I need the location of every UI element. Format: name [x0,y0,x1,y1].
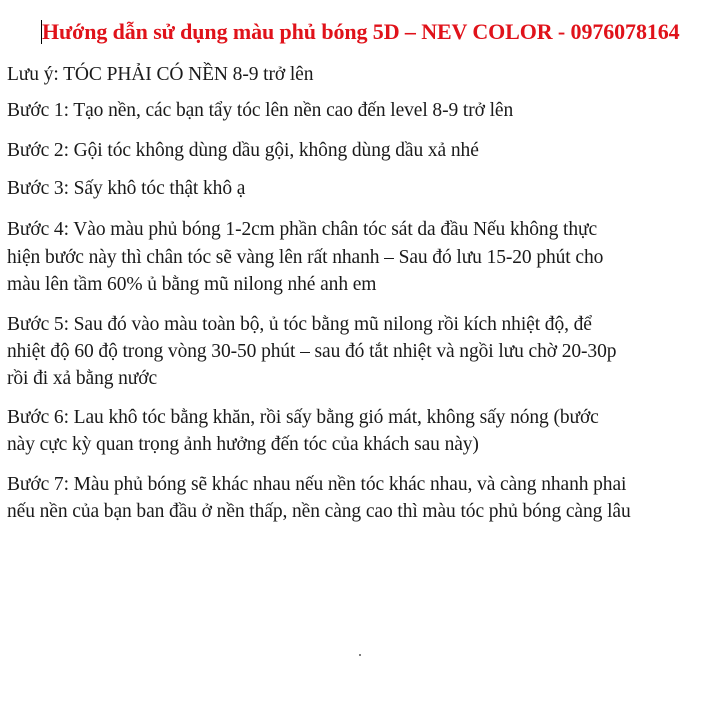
stray-dot [359,654,361,656]
step-2-line: Bước 2: Gội tóc không dùng dầu gội, không dùng dầu xả nhé [7,140,479,161]
step-4-line-1: Bước 4: Vào màu phủ bóng 1-2cm phần chân tóc sát da đầu Nếu không thực [7,219,597,240]
step-5-line-2: nhiệt độ 60 độ trong vòng 30-50 phút – sau đó tắt nhiệt và ngồi lưu chờ 20-30p [7,341,617,362]
step-6-line-2: này cực kỳ quan trọng ảnh hưởng đến tóc của khách sau này) [7,434,479,455]
step-5-line-1: Bước 5: Sau đó vào màu toàn bộ, ủ tóc bằng mũ nilong rồi kích nhiệt độ, để [7,314,592,335]
step-1-line: Bước 1: Tạo nền, các bạn tẩy tóc lên nền cao đến level 8-9 trở lên [7,100,514,121]
step-3-line: Bước 3: Sấy khô tóc thật khô ạ [7,178,246,199]
step-6-line-1: Bước 6: Lau khô tóc bằng khăn, rồi sấy bằng gió mát, không sấy nóng (bước [7,407,599,428]
step-5-line-3: rồi đi xả bằng nước [7,368,158,389]
step-7-line-1: Bước 7: Màu phủ bóng sẽ khác nhau nếu nền tóc khác nhau, và càng nhanh phai [7,474,627,495]
note-line: Lưu ý: TÓC PHẢI CÓ NỀN 8-9 trở lên [7,64,314,85]
step-7-line-2: nếu nền của bạn ban đầu ở nền thấp, nền càng cao thì màu tóc phủ bóng càng lâu [7,501,631,522]
step-4-line-3: màu lên tầm 60% ủ bằng mũ nilong nhé anh em [7,274,377,295]
document-title: Hướng dẫn sử dụng màu phủ bóng 5D – NEV COLOR - 0976078164 [42,19,680,44]
step-4-line-2: hiện bước này thì chân tóc sẽ vàng lên rất nhanh – Sau đó lưu 15-20 phút cho [7,247,604,268]
